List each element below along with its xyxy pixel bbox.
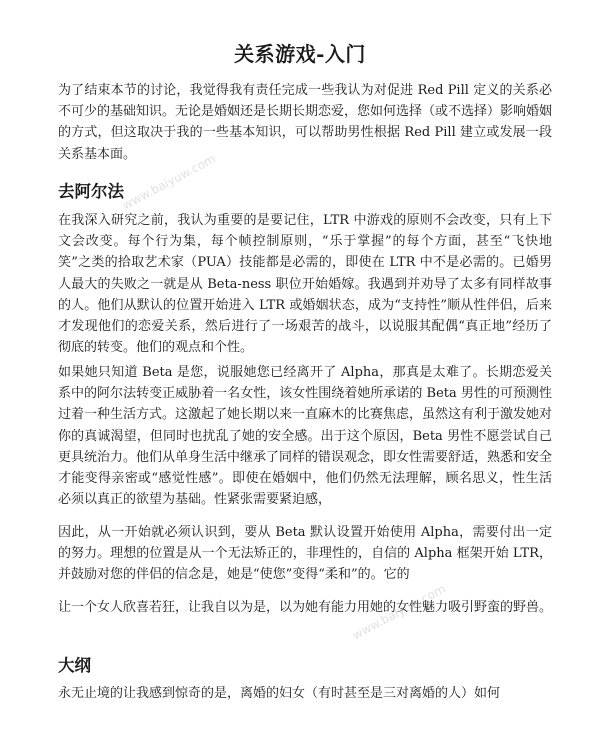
paragraph-effort: 因此，从一开始就必须认识到，要从 Beta 默认设置开始使用 Alpha，需要付出一定的努力。理想的位置是从一个无法矫正的，非理性的，自信的 Alpha 框架开始 LTR，并鼓励对您的伴侣的信念是，她是“使您”变得“柔和”的。它的: [58, 525, 552, 583]
paragraph-ecstatic: 让一个女人欣喜若狂，让我自以为是，以为她有能力用她的女性魅力吸引野蛮的野兽。: [58, 600, 553, 615]
paragraph-ltr-game: 在我深入研究之前，我认为重要的是要记住，LTR 中游戏的原则不会改变，只有上下文会改变。每个行为集，每个帧控制原则，“乐于掌握”的每个方面，甚至“飞快地笑”之类的拾取艺术家（PUA）技能都是必需的，即使在 LTR 中不是必需的。已婚男人最大的失败之一就是从 Beta-ness 职位开始婚嫁。我遇到并劝导了太多有同样故事的人。他们从默认的位置开始进入 LTR 或婚姻状态，成为“支持性”顺从性伴侣，后来才发现他们的恋爱关系，然后进行了一场艰苦的战斗，以说服其配偶“真正地”经历了彻底的转变。他们的观点和个性。: [58, 213, 552, 356]
page-title: 关系游戏-入门: [234, 42, 366, 66]
paragraph-divorce: 永无止境的让我感到惊奇的是，离婚的妇女（有时甚至是三对离婚的人）如何: [58, 686, 501, 701]
section-heading-de-alpha: 去阿尔法: [58, 182, 124, 201]
intro-paragraph: 为了结束本节的讨论，我觉得我有责任完成一些我认为对促进 Red Pill 定义的关系必不可少的基础知识。无论是婚姻还是长期长期恋爱，您如何选择（或不选择）影响婚姻的方式，但这取决于我的一些基本知识，可以帮助男性根据 Red Pill 建立或发展一段关系基本面。: [58, 83, 553, 162]
watermark-text: www.baiyuw.com: [120, 151, 218, 213]
paragraph-beta-alpha: 如果她只知道 Beta 是您，说服她您已经离开了 Alpha，那真是太难了。长期恋爱关系中的阿尔法转变正威胁着一名女性，该女性围绕着她所承诺的 Beta 男性的可预测性过着一种生活方式。这激起了她长期以来一直麻木的比赛焦虑，虽然这有利于激发她对你的真诚渴望，但同时也扰乱了她的安全感。出于这个原因，Beta 男性不愿尝试自己更具统治力。他们从单身生活中继承了同样的错误观念，即女性需要舒适，熟悉和安全才能变得亲密或“感觉性感”。即使在婚姻中，他们仍然无法理解，顾名思义，性生活必须以真正的欲望为基础。性紧张需要紧迫感，: [58, 365, 553, 508]
watermark-text: www.baiyuw.com: [350, 581, 448, 643]
section-heading-outline: 大纲: [58, 656, 91, 675]
